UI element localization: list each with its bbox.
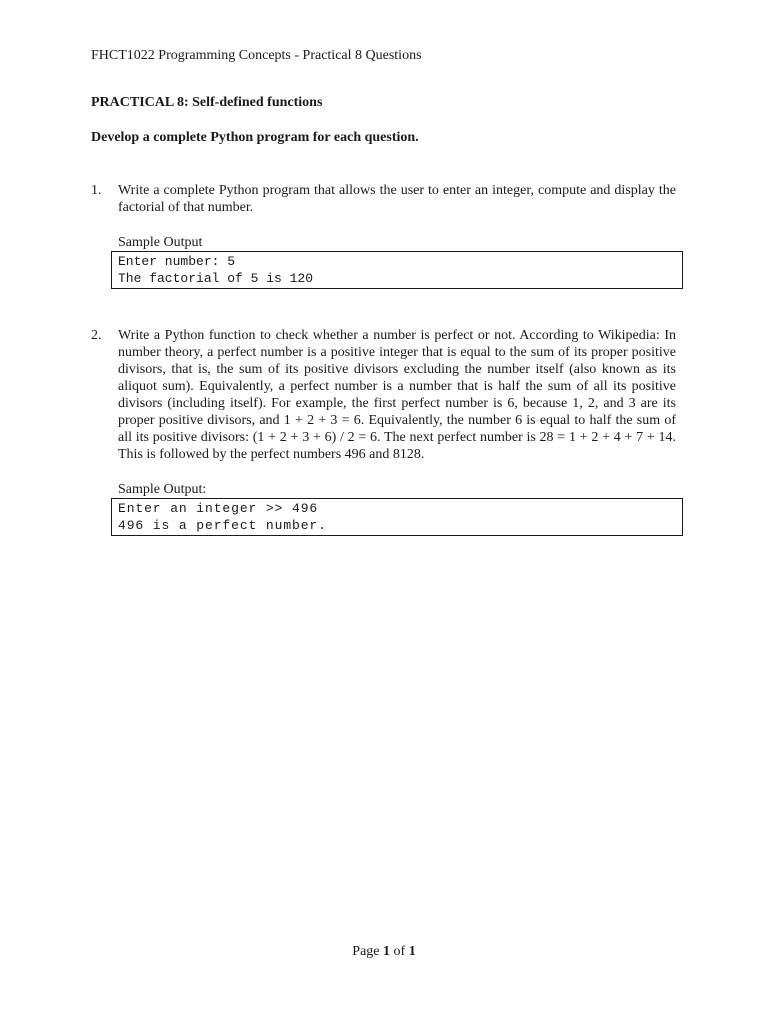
page-footer (0, 943, 768, 961)
sample-output-label: Sample Output (118, 235, 203, 250)
instruction-text: Develop a complete Python program for each question. (91, 130, 419, 145)
question-body (118, 182, 676, 289)
total-pages-number: 1 (408, 944, 416, 959)
sample-output-box (111, 251, 683, 289)
page-prefix: Page (352, 944, 384, 959)
sample-output-line: Enter number: 5 (118, 254, 236, 269)
sample-output-line: 496 is a perfect number. (118, 518, 327, 533)
practical-title: PRACTICAL 8: Self-defined functions (91, 95, 323, 110)
sample-output-box (111, 498, 683, 536)
question-number: 1. (91, 183, 102, 198)
sample-output-line: Enter an integer >> 496 (118, 501, 319, 516)
question-number: 2. (91, 328, 102, 343)
sample-output-line: The factorial of 5 is 120 (118, 271, 314, 286)
page-separator: of (390, 944, 409, 959)
sample-output-label: Sample Output: (118, 482, 207, 497)
question-body (118, 327, 676, 536)
current-page-number: 1 (383, 944, 391, 959)
page-header: FHCT1022 Programming Concepts - Practical 8 Questions (91, 48, 422, 63)
question-text: Write a Python function to check whether a number is perfect or not. According to Wikipedia: In number theory, a perfect number is a positive integer that is equal to the sum of its proper positive divisors, that is, the sum of its positive divisors excluding the number itself (also known as its aliquot sum). Equivalently, a perfect number is a number that is half the sum of all its positive divisors (including itself). For example, the first perfect number is 6, because 1, 2, and 3 are its proper positive divisors, and 1 + 2 + 3 = 6. Equivalently, the number 6 is equal to half the sum of all its positive divisors: (1 + 2 + 3 + 6) / 2 = 6. The next perfect number is 28 = 1 + 2 + 4 + 7 + 14. This is followed by the perfect numbers 496 and 8128. (118, 328, 676, 462)
question-text: Write a complete Python program that allows the user to enter an integer, compute and display the factorial of that number. (118, 183, 676, 215)
